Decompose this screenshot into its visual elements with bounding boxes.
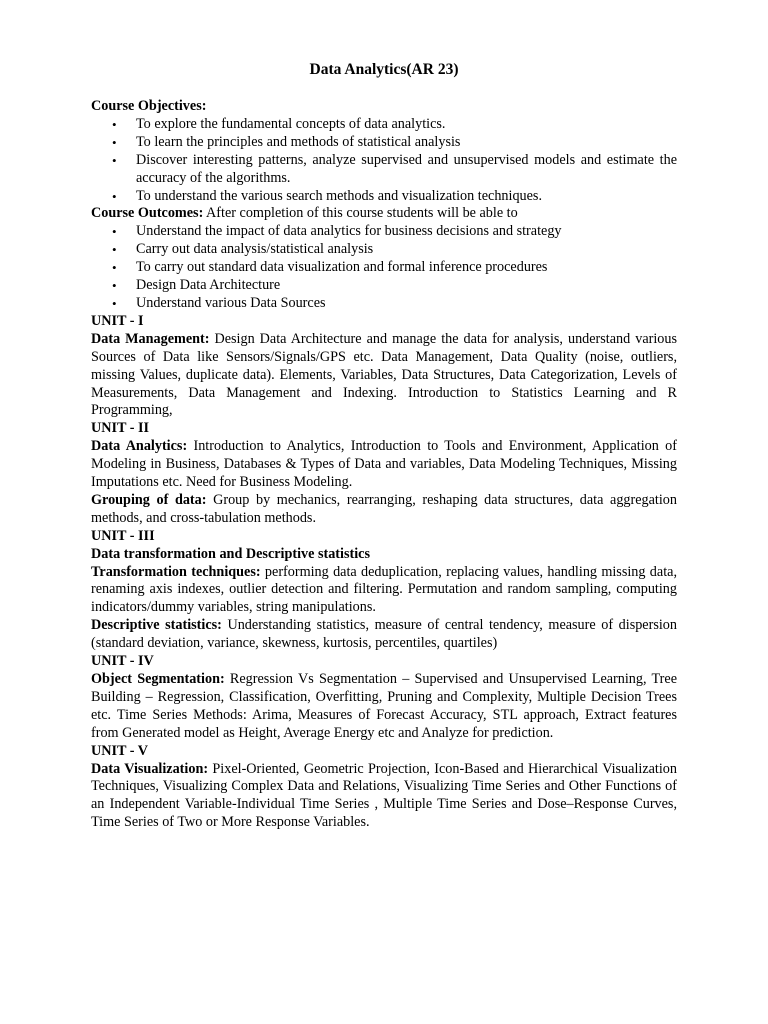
bullet-icon: •: [112, 134, 117, 150]
course-outcomes-list: [91, 223, 677, 313]
unit-5-data-visualization: Data Visualization: Pixel-Oriented, Geometric Projection, Icon-Based and Hierarchical Visualization Techniques, Visualizing Complex Data and Relations, Visualizing Time Series and Other Functions of an Independent Variable-Individual Time Series , Multiple Time Series and Dose–Response Curves, Time Series of Two or More Response Variables.: [91, 760, 677, 831]
bullet-icon: •: [112, 242, 117, 258]
document-page: [91, 0, 677, 832]
list-item: • To carry out standard data visualization and formal inference procedures: [112, 259, 548, 276]
unit-3-heading: UNIT - III: [91, 527, 155, 544]
course-outcomes-heading: Course Outcomes:: [91, 205, 204, 222]
unit-4-object-segmentation: Object Segmentation: Regression Vs Segmentation – Supervised and Unsupervised Learning, Tree Building – Regression, Classification, Overfitting, Pruning and Complexity, Multiple Decision Trees etc. Time Series Methods: Arima, Measures of Forecast Accuracy, STL approach, Extract features from Generated model as Height, Average Energy etc and Analyze for prediction.: [91, 671, 677, 741]
list-item: • To understand the various search methods and visualization techniques.: [112, 187, 542, 204]
bullet-icon: •: [112, 278, 117, 294]
course-objectives-list: [91, 116, 677, 206]
list-item: • Understand various Data Sources: [112, 294, 326, 311]
course-objectives-heading: Course Objectives:: [91, 98, 207, 114]
unit-2-heading: UNIT - II: [91, 420, 150, 437]
bullet-icon: •: [112, 116, 117, 132]
course-outcomes-intro: Course Outcomes: After completion of this course students will be able to: [91, 205, 518, 222]
unit-4-heading: UNIT - IV: [91, 653, 154, 670]
list-item: • Discover interesting patterns, analyze supervised and unsupervised models and estimate the accuracy of the algorithms.: [112, 151, 677, 186]
list-item: • To explore the fundamental concepts of data analytics.: [112, 115, 446, 132]
unit-3-descriptive-statistics: Descriptive statistics: Understanding statistics, measure of central tendency, measure of dispersion (standard deviation, variance, skewness, kurtosis, percentiles, quartiles): [91, 617, 677, 652]
list-item: • Carry out data analysis/statistical analysis: [112, 241, 374, 258]
unit-3-transformation-techniques: Transformation techniques: performing data deduplication, replacing values, handling missing data, renaming axis indexes, outlier detection and filtering. Permutation and random sampling, computing indicators/dummy variables, string manipulations.: [91, 563, 677, 616]
unit-1-heading: UNIT - I: [91, 312, 144, 329]
bullet-icon: •: [112, 295, 117, 311]
bullet-icon: •: [112, 152, 117, 168]
unit-2-data-analytics: Data Analytics: Introduction to Analytics, Introduction to Tools and Environment, Application of Modeling in Business, Databases & Types of Data and variables, Data Modeling Techniques, Missing Imputations etc. Need for Business Modeling.: [91, 438, 677, 491]
document-title: Data Analytics(AR 23): [309, 61, 459, 78]
unit-2-grouping-of-data: Grouping of data: Group by mechanics, rearranging, reshaping data structures, data aggregation methods, and cross-tabulation methods.: [91, 491, 677, 526]
list-item: • To learn the principles and methods of statistical analysis: [112, 133, 461, 150]
bullet-icon: •: [112, 260, 117, 276]
list-item: • Understand the impact of data analytics for business decisions and strategy: [112, 223, 562, 240]
unit-3-subheading: Data transformation and Descriptive statistics: [91, 545, 370, 562]
unit-5-heading: UNIT - V: [91, 742, 149, 759]
list-item: • Design Data Architecture: [112, 277, 281, 294]
bullet-icon: •: [112, 224, 117, 240]
bullet-icon: •: [112, 188, 117, 204]
unit-1-data-management: Data Management: Design Data Architecture and manage the data for analysis, understand various Sources of Data like Sensors/Signals/GPS etc. Data Management, Data Quality (noise, outliers, missing Values, duplicate data). Elements, Variables, Data Structures, Data Categorization, Levels of Measurements, Data Management and Indexing. Introduction to Statistics Learning and R Programming,: [91, 330, 677, 419]
